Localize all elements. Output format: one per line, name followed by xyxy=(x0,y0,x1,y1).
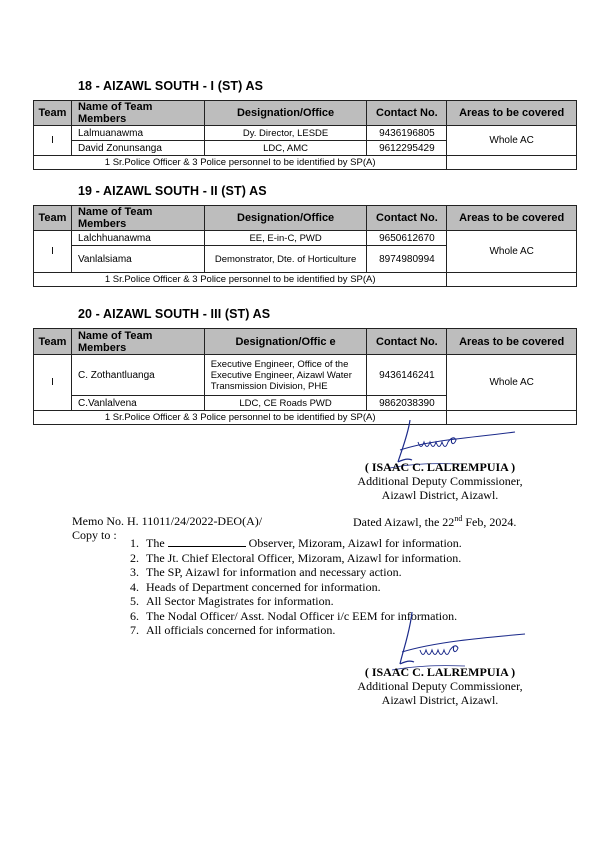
header-team: Team xyxy=(34,329,72,355)
signatory-district: Aizawl District, Aizawl. xyxy=(381,693,499,707)
list-item: 3. The SP, Aizawl for information and necessary action. xyxy=(142,565,462,580)
header-contact: Contact No. xyxy=(367,329,447,355)
police-note: 1 Sr.Police Officer & 3 Police personnel to be identified by SP(A) xyxy=(34,273,447,287)
signatory-designation: Additional Deputy Commissioner, xyxy=(357,474,523,488)
police-note: 1 Sr.Police Officer & 3 Police personnel to be identified by SP(A) xyxy=(34,156,447,170)
blank-line xyxy=(168,536,246,547)
header-areas: Areas to be covered xyxy=(447,206,577,231)
list-item: 6. The Nodal Officer/ Asst. Nodal Officer i/c EEM for information. xyxy=(142,609,462,624)
table-row xyxy=(34,231,577,246)
table-header-row xyxy=(34,329,577,355)
member-designation: LDC, AMC xyxy=(204,141,367,156)
header-contact: Contact No. xyxy=(367,101,447,126)
signature-block-1 xyxy=(340,460,540,502)
area-cell: Whole AC xyxy=(447,355,577,411)
header-name: Name of Team Members xyxy=(71,206,204,231)
signatory-designation: Additional Deputy Commissioner, xyxy=(357,679,523,693)
member-designation: EE, E-in-C, PWD xyxy=(204,231,367,246)
header-areas: Areas to be covered xyxy=(447,329,577,355)
member-name: C. Zothantluanga xyxy=(71,355,204,396)
header-designation: Designation/Offic e xyxy=(204,329,367,355)
member-name: Vanlalsiama xyxy=(71,246,204,273)
table-row xyxy=(34,126,577,141)
item1-before: The xyxy=(146,536,165,550)
team-table-19 xyxy=(33,205,577,287)
table-footer-row xyxy=(34,273,577,287)
memo-number: Memo No. H. 11011/24/2022-DEO(A)/ xyxy=(72,514,263,528)
member-contact: 9650612670 xyxy=(367,231,447,246)
team-table-20 xyxy=(33,328,577,425)
member-contact: 9862038390 xyxy=(367,396,447,411)
header-name: Name of Team Members xyxy=(71,329,204,355)
team-cell: I xyxy=(34,231,72,273)
member-designation: Demonstrator, Dte. of Horticulture xyxy=(204,246,367,273)
member-name: C.Vanlalvena xyxy=(71,396,204,411)
header-name: Name of Team Members xyxy=(71,101,204,126)
item1-after: Observer, Mizoram, Aizawl for information. xyxy=(248,536,462,550)
member-contact: 8974980994 xyxy=(367,246,447,273)
signatory-name: ( ISAAC C. LALREMPUIA ) xyxy=(364,460,516,474)
area-cell: Whole AC xyxy=(447,231,577,273)
member-contact: 9436196805 xyxy=(367,126,447,141)
footer-empty xyxy=(447,273,577,287)
memo-date-sup: nd xyxy=(454,514,463,523)
member-contact: 9436146241 xyxy=(367,355,447,396)
header-contact: Contact No. xyxy=(367,206,447,231)
footer-empty xyxy=(447,156,577,170)
member-designation: Dy. Director, LESDE xyxy=(204,126,367,141)
header-areas: Areas to be covered xyxy=(447,101,577,126)
signatory-name: ( ISAAC C. LALREMPUIA ) xyxy=(364,665,516,679)
table-18-title: 18 - AIZAWL SOUTH - I (ST) AS xyxy=(78,79,264,93)
team-table-18 xyxy=(33,100,577,170)
memo-date xyxy=(353,514,516,530)
member-contact: 9612295429 xyxy=(367,141,447,156)
list-item: 2. The Jt. Chief Electoral Officer, Mizoram, Aizawl for information. xyxy=(142,551,462,566)
member-designation: LDC, CE Roads PWD xyxy=(204,396,367,411)
signature-block-2 xyxy=(340,665,540,707)
table-20-title: 20 - AIZAWL SOUTH - III (ST) AS xyxy=(78,307,271,321)
header-team: Team xyxy=(34,206,72,231)
member-name: Lalchhuanawma xyxy=(71,231,204,246)
table-header-row xyxy=(34,206,577,231)
header-designation: Designation/Office xyxy=(204,101,367,126)
team-cell: I xyxy=(34,355,72,411)
list-item xyxy=(142,536,462,551)
copy-to-label: Copy to : xyxy=(72,528,117,542)
police-note: 1 Sr.Police Officer & 3 Police personnel to be identified by SP(A) xyxy=(34,411,447,425)
table-header-row xyxy=(34,101,577,126)
table-19-title: 19 - AIZAWL SOUTH - II (ST) AS xyxy=(78,184,267,198)
member-designation: Executive Engineer, Office of the Executive Engineer, Aizawl Water Transmission Division, PHE xyxy=(204,355,367,396)
member-name: David Zonunsanga xyxy=(71,141,204,156)
list-item: 5. All Sector Magistrates for information. xyxy=(142,594,462,609)
header-team: Team xyxy=(34,101,72,126)
area-cell: Whole AC xyxy=(447,126,577,156)
memo-date-prefix: Dated Aizawl, the 22 xyxy=(353,515,455,529)
signatory-district: Aizawl District, Aizawl. xyxy=(381,488,499,502)
list-item: 7. All officials concerned for information. xyxy=(142,623,462,638)
list-item: 4. Heads of Department concerned for information. xyxy=(142,580,462,595)
memo-date-suffix: Feb, 2024. xyxy=(462,515,517,529)
member-name: Lalmuanawma xyxy=(71,126,204,141)
header-designation: Designation/Office xyxy=(204,206,367,231)
table-row xyxy=(34,355,577,396)
team-cell: I xyxy=(34,126,72,156)
table-footer-row xyxy=(34,156,577,170)
